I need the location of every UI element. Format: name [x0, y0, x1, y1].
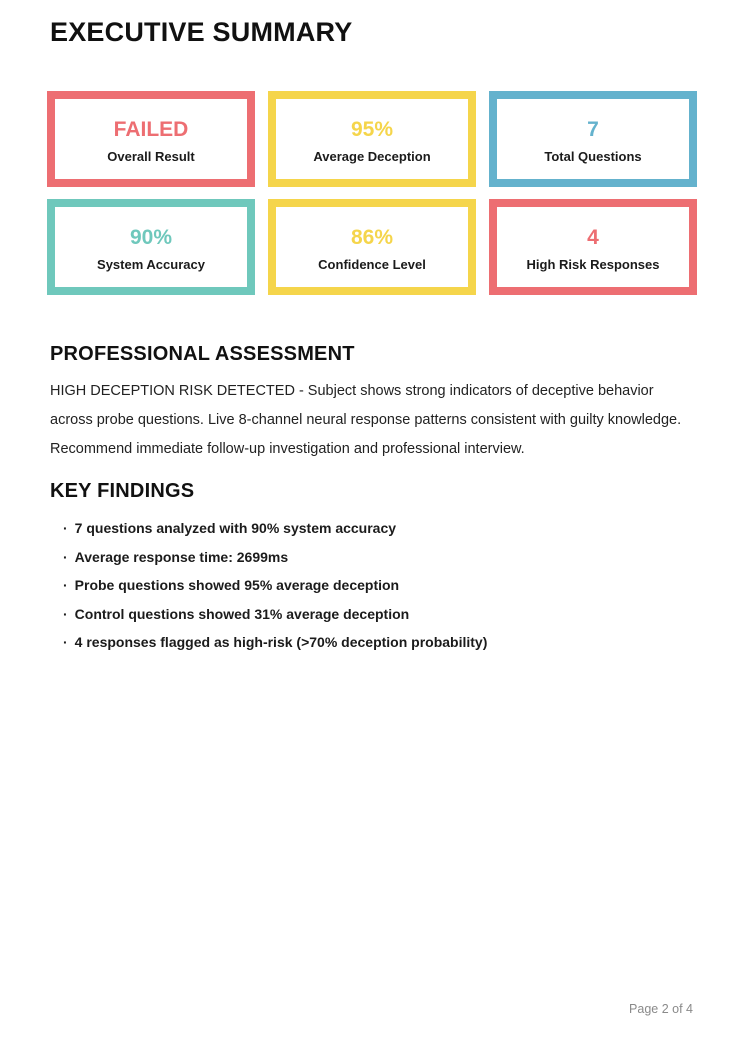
key-findings-heading: KEY FINDINGS	[50, 480, 195, 502]
stat-card	[489, 91, 697, 187]
assessment-heading: PROFESSIONAL ASSESSMENT	[50, 343, 355, 365]
stat-card-label: Total Questions	[544, 149, 642, 164]
stat-card-value: 95%	[350, 118, 394, 141]
key-finding-text: 7 questions analyzed with 90% system accuracy	[74, 520, 397, 536]
key-finding-text: Average response time: 2699ms	[74, 548, 289, 565]
key-finding-item	[63, 571, 487, 600]
stat-card-label: Confidence Level	[318, 257, 426, 272]
stat-card-value: 90%	[129, 226, 173, 249]
stat-card-label: High Risk Responses	[526, 257, 660, 272]
key-finding-text: Probe questions showed 95% average deception	[74, 577, 400, 593]
key-findings-list	[63, 514, 487, 657]
key-finding-item	[63, 543, 487, 572]
stat-card	[268, 91, 476, 187]
stat-card-label: Average Deception	[313, 149, 431, 164]
stat-card-value: 4	[587, 226, 599, 249]
key-finding-text: Control questions showed 31% average deception	[74, 605, 410, 622]
stat-card-value: FAILED	[113, 118, 189, 141]
bullet-icon: ·	[63, 577, 68, 593]
key-finding-item	[63, 628, 487, 657]
stat-card-label: System Accuracy	[97, 257, 205, 272]
bullet-icon: ·	[63, 548, 68, 565]
stat-card	[268, 199, 476, 295]
stat-card	[47, 199, 255, 295]
bullet-icon: ·	[63, 520, 68, 536]
key-finding-item	[63, 514, 487, 543]
stat-card	[47, 91, 255, 187]
key-finding-item	[63, 600, 487, 629]
stat-card	[489, 199, 697, 295]
assessment-body-text: HIGH DECEPTION RISK DETECTED - Subject shows strong indicators of deceptive behavior across probe questions. Live 8-channel neural response patterns consistent with guilty knowledge. Recommend immediate follow-up investigation and professional interview.	[50, 383, 682, 457]
stat-card-value: 7	[587, 118, 599, 141]
bullet-icon: ·	[63, 634, 68, 650]
page-number: Page 2 of 4	[629, 1002, 693, 1016]
page-title: EXECUTIVE SUMMARY	[50, 17, 353, 47]
stat-card-label: Overall Result	[107, 149, 195, 164]
stat-card-value: 86%	[350, 226, 394, 249]
key-finding-text: 4 responses flagged as high-risk (>70% deception probability)	[74, 634, 488, 650]
stat-card-grid	[47, 91, 697, 295]
bullet-icon: ·	[63, 605, 68, 622]
